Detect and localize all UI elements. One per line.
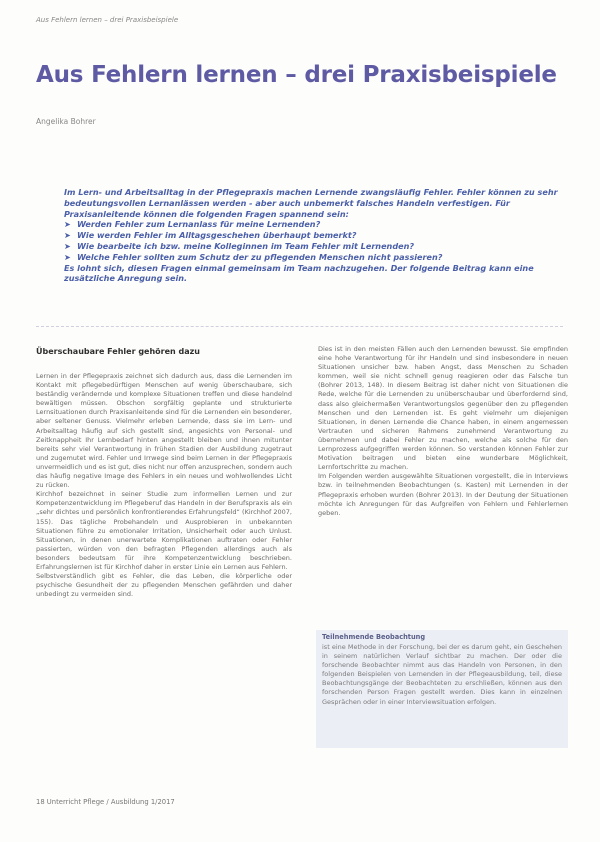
question-item <box>64 241 560 252</box>
right-column <box>318 345 568 518</box>
info-box <box>316 630 568 748</box>
body-paragraph: Im Folgenden werden ausgewählte Situationen vorgestellt, die in Interviews bzw. in teilnehmenden Beobachtungen (s. Kasten) mit Lernenden in der Pflegepraxis erhoben wurden (Bohrer 2013). In der Deutung der Situationen möchte ich Anregungen für das Aufgreifen von Fehlern und Fehlerlernen geben. <box>318 472 568 517</box>
arrow-bullet-icon: ➤ <box>64 219 71 230</box>
question-item <box>64 219 560 230</box>
body-paragraph: Selbstverständlich gibt es Fehler, die das Leben, die körperliche oder psychische Gesundheit der zu pflegenden Menschen gefährden und daher unbedingt zu vermeiden sind. <box>36 572 292 599</box>
question-item <box>64 252 560 263</box>
section-heading: Überschaubare Fehler gehören dazu <box>36 347 200 356</box>
question-text: Werden Fehler zum Lernanlass für meine Lernenden? <box>77 219 321 230</box>
intro-closing: Es lohnt sich, diesen Fragen einmal gemeinsam im Team nachzugehen. Der folgende Beitrag kann eine zusätzliche Anregung sein. <box>64 262 534 284</box>
question-item <box>64 230 560 241</box>
body-paragraph: Dies ist in den meisten Fällen auch den Lernenden bewusst. Sie empfinden eine hohe Verantwortung für ihr Handeln und sind insbesondere in neuen Situationen unsicher bzw. haben Angst, dass Menschen zu Schaden kommen, weil sie nicht schnell genug reagieren oder das Falsche tun (Bohrer 2013, 148). In diesem Beitrag ist daher nicht von Situationen die Rede, welche für die Lernenden zu unüberschaubar und überfordernd sind, dass also gleichermaßen Verantwortungslos gegenüber den zu pflegenden Menschen und den Lernenden ist. Es geht vielmehr um diejenigen Situationen, in denen Lernende die Chance haben, in einem angemessen Vertrauten und sicheren Rahmens zunehmend Verantwortung zu übernehmen und dabei Fehler zu machen, welche als solche für den Lernprozess aufgegriffen werden können. So verstanden können Fehler zur Motivation beitragen und bieten eine wunderbare Möglichkeit, Lernfortschritte zu machen. <box>318 345 568 472</box>
info-box-title: Teilnehmende Beobachtung <box>322 633 426 641</box>
arrow-bullet-icon: ➤ <box>64 251 71 262</box>
body-paragraph: Lernen in der Pflegepraxis zeichnet sich dadurch aus, dass die Lernenden im Kontakt mit pflegebedürftigen Menschen auf wenig überschaubare, sich beständig verändernde und komplexe Situationen treffen und diese handelnd bewältigen müssen. Obschon sorgfältig geplante und strukturierte Lernsituationen durch Praxisanleitende sind für die Lernenden ein besonderer, aber seltener Genuss. Vielmehr erleben Lernende, dass sie im Lern- und Arbeitsalltag häufig auf sich gestellt sind, angesichts von Personal- und Zeitknappheit Ihr Lernbedarf hinten angestellt bleiben und ihnen mitunter bereits sehr viel Verantwortung in frühen Stadien der Ausbildung zugetraut und zugemutet wird. Fehler und Irrwege sind beim Lernen in der Pflegepraxis unvermeidlich und es ist gut, dies nicht nur offen anzusprechen, sondern auch das häufig negative Image des Fehlers in ein neues und wohlwollendes Licht zu rücken. <box>36 372 292 490</box>
info-box-text: ist eine Methode in der Forschung, bei der es darum geht, ein Geschehen in seinem natürlichen Verlauf sichtbar zu machen. Der oder die forschende Beobachter nimmt aus das Handeln von Personen, in den folgenden Beispielen von Lernenden in der Pflegeausbildung, teil, diese Beobachtungsgänge der Beobachteten zu erschließen, können aus den forschenden Person Fragen gestellt werden. Dies kann in einzelnen Gesprächen oder in einer Interviewsituation erfolgen. <box>322 643 562 706</box>
body-paragraph: Kirchhof bezeichnet in seiner Studie zum informellen Lernen und zur Kompetenzentwicklung im Pflegeberuf das Handeln in der Berufspraxis als ein „sehr dichtes und persönlich konfrontierendes Erfahrungsfeld“ (Kirchhof 2007, 155). Das tägliche Probehandeln und Ausprobieren in unbekannten Situationen führe zu emotionaler Irritation, Unsicherheit oder auch Unlust. Situationen, in denen unerwartete Komplikationen auftraten oder Fehler passierten, würden von den befragten Pflegenden allerdings auch als besonders bedeutsam für ihre Kompetenzentwicklung beschrieben. Erfahrungslernen ist für Kirchhof daher in erster Linie ein Lernen aus Fehlern. <box>36 490 292 571</box>
running-header: Aus Fehlern lernen – drei Praxisbeispiele <box>36 16 179 24</box>
question-list <box>64 219 560 262</box>
question-text: Wie bearbeite ich bzw. meine Kolleginnen im Team Fehler mit Lernenden? <box>77 240 415 251</box>
article-title: Aus Fehlern lernen – drei Praxisbeispiele <box>36 62 557 88</box>
left-column <box>36 372 292 599</box>
section-divider <box>36 326 563 327</box>
intro-paragraph: Im Lern- und Arbeitsalltag in der Pflegepraxis machen Lernende zwangsläufig Fehler. Fehler können zu sehr bedeutungsvollen Lernanlässen werden - aber auch unbemerkt falsches Handeln verfestigen. Für Praxisanleitende können die folgenden Fragen spannend sein: <box>64 187 558 219</box>
author-name: Angelika Bohrer <box>36 117 96 126</box>
question-text: Wie werden Fehler im Alltagsgeschehen überhaupt bemerkt? <box>77 230 357 241</box>
page-footer: 18 Unterricht Pflege / Ausbildung 1/2017 <box>36 798 175 806</box>
arrow-bullet-icon: ➤ <box>64 240 71 251</box>
intro-box <box>64 187 560 284</box>
arrow-bullet-icon: ➤ <box>64 230 71 241</box>
question-text: Welche Fehler sollten zum Schutz der zu pflegenden Menschen nicht passieren? <box>77 251 443 262</box>
